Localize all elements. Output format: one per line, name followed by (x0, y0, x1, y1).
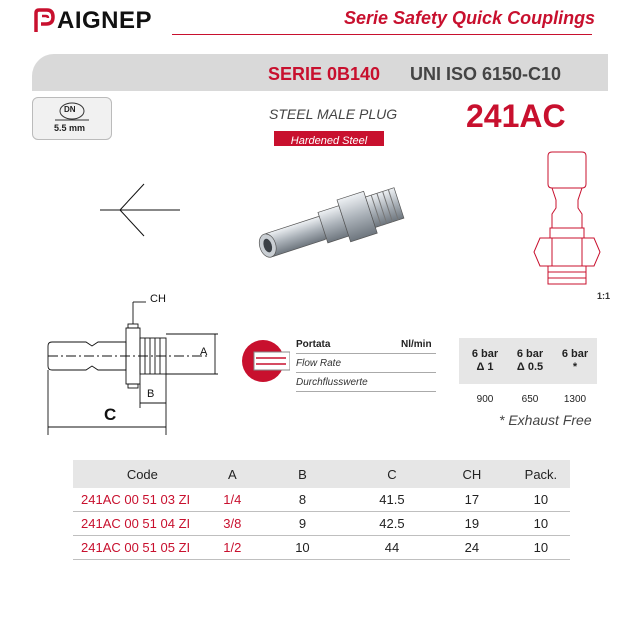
cell-ch: 24 (432, 536, 512, 560)
exhaust-note: * Exhaust Free (499, 412, 592, 428)
table-row (73, 512, 570, 536)
col-c: C (352, 460, 432, 488)
cell-b: 8 (253, 488, 352, 512)
flow-rate-label: Flow Rate (296, 358, 342, 369)
cell-c: 41.5 (352, 488, 432, 512)
aignep-logo-icon (33, 8, 57, 34)
dn-value: 5.5 mm (54, 123, 86, 133)
col-ch: CH (432, 460, 512, 488)
flow-header-2-top: 6 bar (516, 348, 544, 360)
table-row (73, 488, 570, 512)
arrow-left-icon (100, 182, 200, 242)
flow-value-3: 1300 (563, 394, 587, 405)
cell-code: 241AC 00 51 03 ZI (73, 488, 212, 512)
product-code: 241AC (466, 98, 566, 134)
cell-ch: 17 (432, 488, 512, 512)
dn-label: DN (64, 105, 76, 114)
cell-b: 9 (253, 512, 352, 536)
flow-header-3 (554, 348, 596, 374)
flow-rule-2 (296, 372, 436, 373)
dim-ch-label: CH (150, 293, 166, 305)
dimension-drawing (40, 290, 240, 440)
flow-rule-1 (296, 353, 436, 354)
flow-header-1-bottom: Δ 1 (476, 361, 494, 373)
flow-pipe-icon (240, 338, 290, 384)
col-code: Code (73, 460, 212, 488)
product-table (73, 460, 570, 560)
product-photo (244, 178, 424, 268)
cell-a: 1/4 (212, 488, 253, 512)
flow-header-3-bottom: * (572, 361, 578, 373)
table-header-row (73, 460, 570, 488)
flow-header-2 (509, 348, 551, 374)
cell-a: 3/8 (212, 512, 253, 536)
cell-pack: 10 (512, 488, 570, 512)
dn-box (32, 97, 112, 140)
cell-code: 241AC 00 51 05 ZI (73, 536, 212, 560)
plug-outline-drawing (530, 148, 610, 293)
material-badge (274, 131, 384, 146)
material-label: Hardened Steel (290, 135, 368, 147)
flow-header-3-top: 6 bar (561, 348, 589, 360)
col-pack: Pack. (512, 460, 570, 488)
cell-a: 1/2 (212, 536, 253, 560)
flow-header-2-bottom: Δ 0.5 (516, 361, 544, 373)
cell-b: 10 (253, 536, 352, 560)
flow-portata: Portata (296, 339, 331, 350)
product-name: STEEL MALE PLUG (269, 106, 398, 122)
brand-name: AIGNEP (57, 7, 153, 34)
table-row (73, 536, 570, 560)
brand-logo (33, 6, 163, 36)
cell-ch: 19 (432, 512, 512, 536)
dim-b-label: B (147, 388, 155, 400)
banner-serie: SERIE 0B140 (268, 64, 381, 84)
col-b: B (253, 460, 352, 488)
cell-c: 42.5 (352, 512, 432, 536)
series-title: Serie Safety Quick Couplings (344, 8, 596, 28)
flow-unit: Nl/min (401, 339, 432, 350)
flow-header-1-top: 6 bar (471, 348, 499, 360)
flow-value-1: 900 (476, 394, 494, 405)
banner-standard: UNI ISO 6150-C10 (410, 64, 562, 84)
cell-pack: 10 (512, 512, 570, 536)
cell-code: 241AC 00 51 04 ZI (73, 512, 212, 536)
col-a: A (212, 460, 253, 488)
dim-a-label: A (200, 346, 208, 358)
flow-value-2: 650 (521, 394, 539, 405)
flow-durchfluss-label: Durchflusswerte (296, 377, 368, 388)
header-rule (172, 34, 592, 35)
cell-pack: 10 (512, 536, 570, 560)
scale-label: 1:1 (597, 291, 611, 301)
flow-rule-3 (296, 391, 436, 392)
cell-c: 44 (352, 536, 432, 560)
dim-c-label: C (104, 405, 117, 424)
flow-header-1 (464, 348, 506, 374)
